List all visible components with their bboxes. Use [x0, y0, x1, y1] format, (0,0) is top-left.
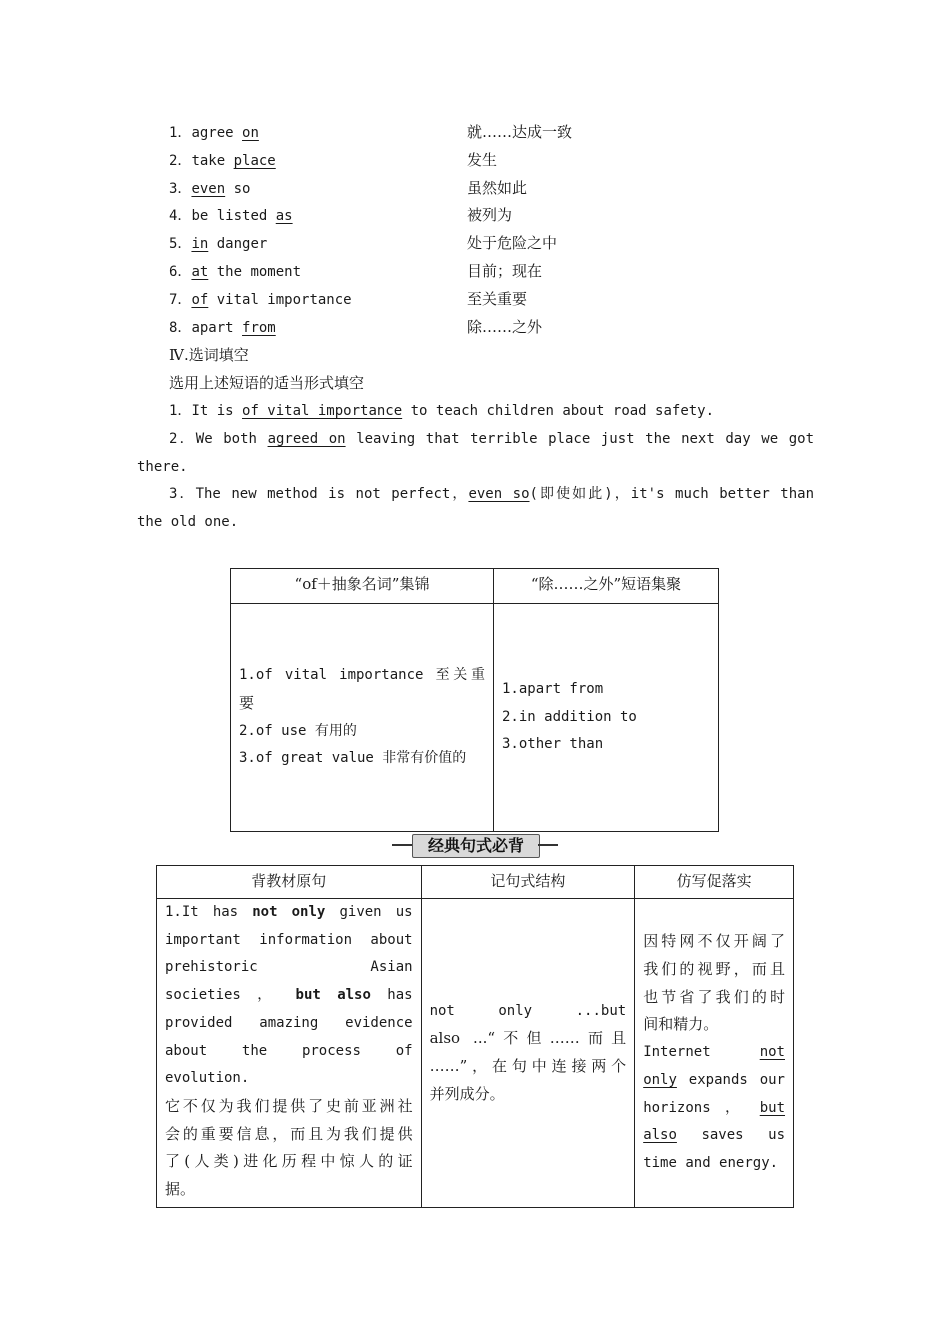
- table-cell: [494, 604, 719, 832]
- exercise-sentence: 1．It is of vital importance to teach children about road safety.: [169, 403, 715, 419]
- sentence-line: evolution.: [165, 1070, 250, 1087]
- table-header: 背教材原句: [157, 866, 422, 899]
- exercise-sentence: 3．The new method is not perfect，even so(即使如此)，it's much better than: [169, 486, 814, 502]
- sentence-line: about the process of: [165, 1042, 413, 1059]
- phrase-meaning: 就……达成一致: [467, 123, 573, 141]
- table-header: “除……之外”短语集聚: [494, 569, 719, 604]
- list-item: 1.apart from: [502, 680, 604, 697]
- section-instruction: 选用上述短语的适当形式填空: [169, 374, 365, 392]
- practice-line: 我们的视野，而且: [643, 960, 785, 979]
- phrase-meaning: 虽然如此: [467, 179, 528, 197]
- table-cell-practice: [635, 899, 794, 1208]
- sentence-line: provided amazing evidence: [165, 1014, 413, 1031]
- structure-line: 并列成分。: [429, 1084, 505, 1103]
- structure-line: ……”，在句中连接两个: [429, 1057, 627, 1075]
- translation-line: 了(人类)进化历程中惊人的证: [165, 1152, 413, 1171]
- practice-line: 因特网不仅开阔了: [643, 932, 785, 951]
- phrase-meaning: 发生: [467, 151, 498, 169]
- phrase-item: 1．agree on: [169, 125, 259, 141]
- phrase-item: 3．even so: [169, 181, 251, 197]
- translation-line: 它不仅为我们提供了史前亚洲社: [165, 1096, 413, 1115]
- phrase-item: 4．be listed as: [169, 208, 293, 224]
- list-item: 3.of great value 非常有价值的: [239, 750, 467, 767]
- practice-line: also saves us: [643, 1127, 785, 1144]
- phrase-item: 7．of vital importance: [169, 292, 352, 308]
- list-item: 要: [239, 693, 255, 712]
- phrase-meaning: 处于危险之中: [467, 234, 558, 252]
- sentence-pattern-table: [156, 865, 794, 1208]
- table-cell-structure: [421, 899, 635, 1208]
- phrase-meaning: 被列为: [467, 206, 513, 224]
- section-banner: [392, 833, 558, 857]
- exercise-sentence-continued: there.: [137, 459, 188, 475]
- table-cell: [231, 604, 494, 832]
- phrase-item: 6．at the moment: [169, 264, 302, 280]
- translation-line: 据。: [165, 1180, 196, 1199]
- practice-line: horizons ， but: [643, 1099, 786, 1116]
- phrase-meaning: 目前；现在: [467, 262, 543, 280]
- list-item: 2.of use 有用的: [239, 722, 357, 739]
- table-header: 记句式结构: [421, 866, 635, 899]
- phrase-meaning: 至关重要: [467, 290, 528, 308]
- exercise-sentence-continued: the old one.: [137, 514, 239, 530]
- translation-line: 会的重要信息，而且为我们提供: [165, 1124, 413, 1143]
- sentence-line: important information about: [165, 931, 413, 948]
- banner-divider: [392, 844, 412, 846]
- list-item: 1.of vital importance 至关重: [239, 667, 485, 684]
- practice-line: only expands our: [643, 1071, 785, 1088]
- sentence-line: 1.It has not only given us: [165, 904, 413, 920]
- phrase-item: 2．take place: [169, 153, 276, 169]
- list-item: 2.in addition to: [502, 708, 637, 725]
- table-cell-original: [157, 899, 422, 1208]
- structure-line: also ...“不但……而且: [429, 1029, 627, 1048]
- phrase-meaning: 除……之外: [467, 318, 543, 336]
- phrase-item: 5．in danger: [169, 236, 268, 252]
- practice-line: time and energy.: [643, 1154, 779, 1171]
- phrase-item: 8．apart from: [169, 320, 276, 336]
- practice-line: 也节省了我们的时: [643, 987, 785, 1006]
- table-header: “of＋抽象名词”集锦: [231, 569, 494, 604]
- phrase-collection-table: [230, 568, 719, 832]
- sentence-line: societies ， but also has: [165, 987, 413, 1004]
- practice-line: 间和精力。: [643, 1015, 719, 1034]
- banner-divider: [538, 844, 558, 846]
- structure-line: not only ...but: [429, 1002, 627, 1019]
- exercise-sentence: 2．We both agreed on leaving that terrible place just the next day we got: [169, 431, 815, 447]
- sentence-line: prehistoric Asian: [165, 959, 413, 976]
- list-item: 3.other than: [502, 736, 604, 753]
- practice-line: Internet not: [643, 1044, 785, 1061]
- banner-title: 经典句式必背: [412, 834, 540, 858]
- table-header: 仿写促落实: [635, 866, 794, 899]
- section-title: Ⅳ.选词填空: [169, 346, 249, 364]
